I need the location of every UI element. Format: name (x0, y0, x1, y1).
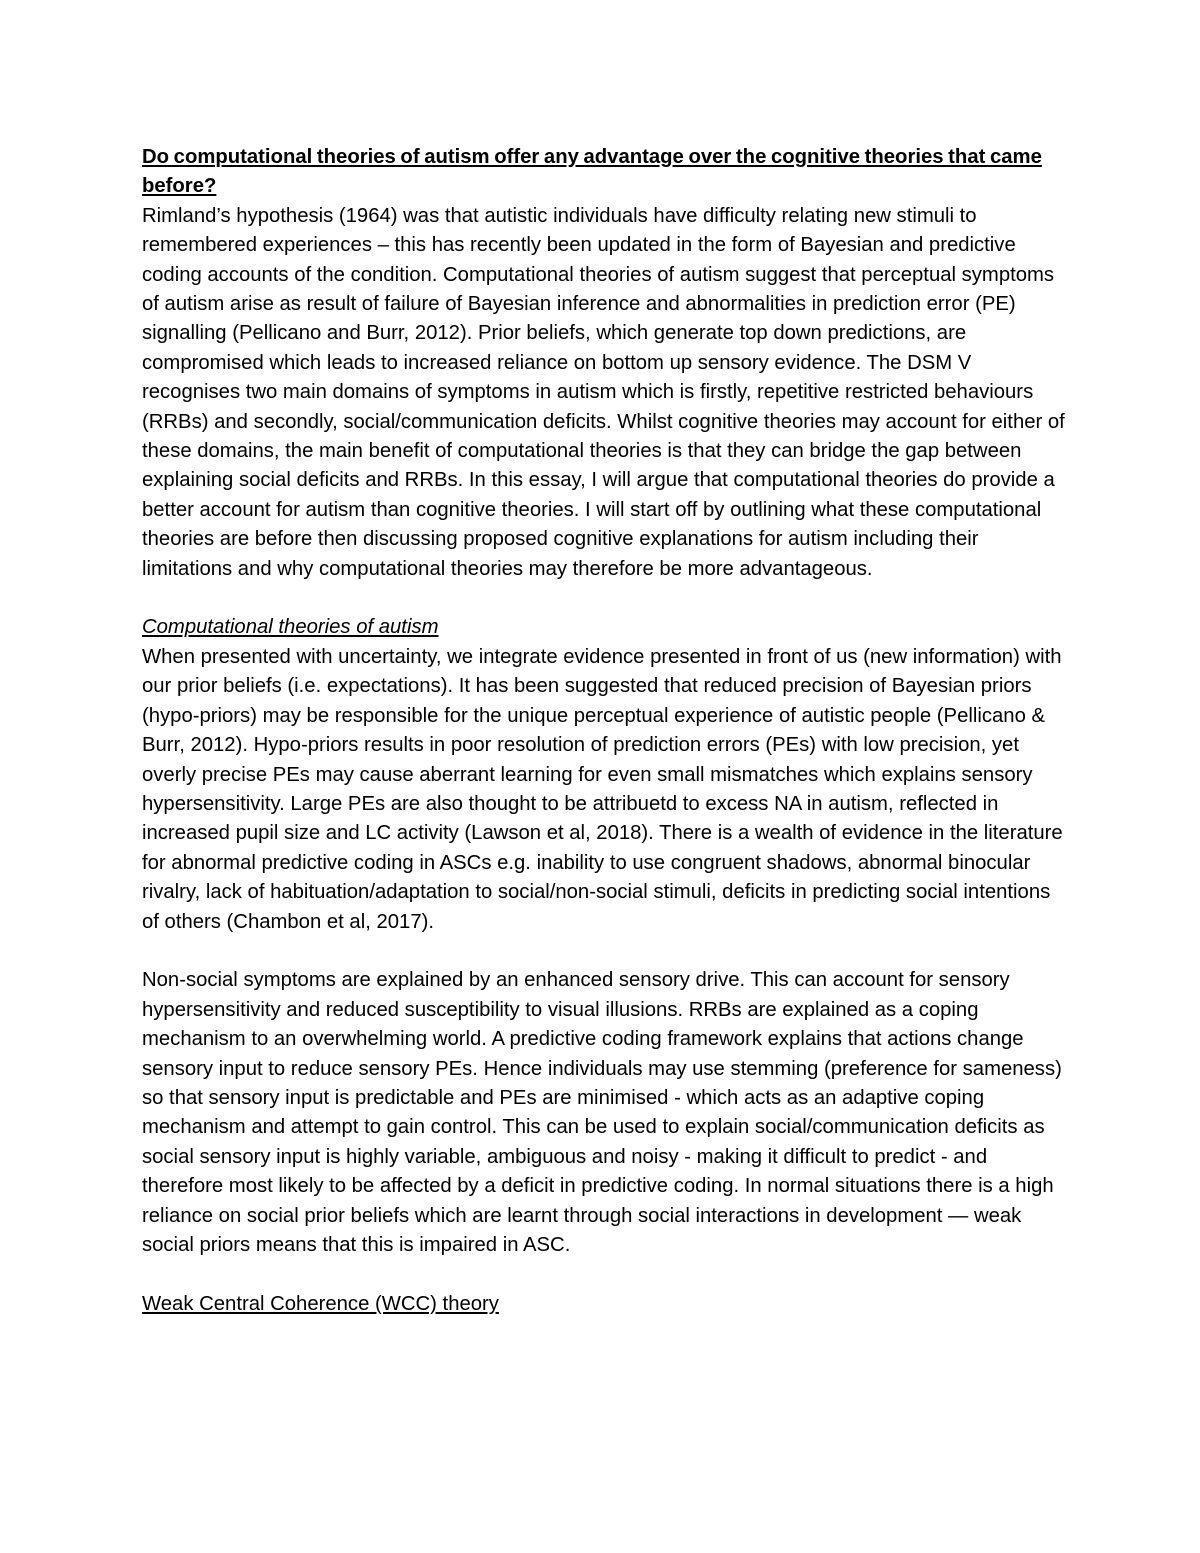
section-heading-computational-theories (142, 613, 1067, 642)
essay-title: Do computational theories of autism offer any advantage over the cognitive theories that came before? (142, 146, 1042, 198)
section-heading-wcc-theory (142, 1290, 1067, 1319)
paragraph-spacer (142, 937, 1067, 966)
document-body (142, 143, 1067, 1319)
intro-paragraph: Rimland’s hypothesis (1964) was that autistic individuals have difficulty relating new stimuli to remembered experiences – this has recently been updated in the form of Bayesian and predictive coding accounts of the condition. Computational theories of autism suggest that perceptual symptoms of autism arise as result of failure of Bayesian inference and abnormalities in prediction error (PE) signalling (Pellicano and Burr, 2012). Prior beliefs, which generate top down predictions, are compromised which leads to increased reliance on bottom up sensory evidence. The DSM V recognises two main domains of symptoms in autism which is firstly, repetitive restricted behaviours (RRBs) and secondly, social/communication deficits. Whilst cognitive theories may account for either of these domains, the main benefit of computational theories is that they can bridge the gap between explaining social deficits and RRBs. In this essay, I will argue that computational theories do provide a better account for autism than cognitive theories. I will start off by outlining what these computational theories are before then discussing proposed cognitive explanations for autism including their limitations and why computational theories may therefore be more advantageous. (142, 204, 1065, 580)
computational-paragraph-2: Non-social symptoms are explained by an enhanced sensory drive. This can account for sensory hypersensitivity and reduced susceptibility to visual illusions. RRBs are explained as a coping mechanism to an overwhelming world. A predictive coding framework explains that actions change sensory input to reduce sensory PEs. Hence individuals may use stemming (preference for sameness) so that sensory input is predictable and PEs are minimised - which acts as an adaptive coping mechanism and attempt to gain control. This can be used to explain social/communication deficits as social sensory input is highly variable, ambiguous and noisy - making it difficult to predict - and therefore most likely to be affected by a deficit in predictive coding. In normal situations there is a high reliance on social prior beliefs which are learnt through social interactions in development — weak social priors means that this is impaired in ASC. (142, 969, 1062, 1256)
paragraph-spacer (142, 1260, 1067, 1289)
section-heading-text: Computational theories of autism (142, 616, 439, 639)
section-heading-text: Weak Central Coherence (WCC) theory (142, 1292, 499, 1315)
computational-paragraph-1: When presented with uncertainty, we integrate evidence presented in front of us (new information) with our prior beliefs (i.e. expectations). It has been suggested that reduced precision of Bayesian priors (hypo-priors) may be responsible for the unique perceptual experience of autistic people (Pellicano & Burr, 2012). Hypo-priors results in poor resolution of prediction errors (PEs) with low precision, yet overly precise PEs may cause aberrant learning for even small mismatches which explains sensory hypersensitivity. Large PEs are also thought to be attribuetd to excess NA in autism, reflected in increased pupil size and LC activity (Lawson et al, 2018). There is a wealth of evidence in the literature for abnormal predictive coding in ASCs e.g. inability to use congruent shadows, abnormal binocular rivalry, lack of habituation/adaptation to social/non-social stimuli, deficits in predicting social intentions of others (Chambon et al, 2017). (142, 645, 1063, 933)
paragraph-spacer (142, 584, 1067, 613)
